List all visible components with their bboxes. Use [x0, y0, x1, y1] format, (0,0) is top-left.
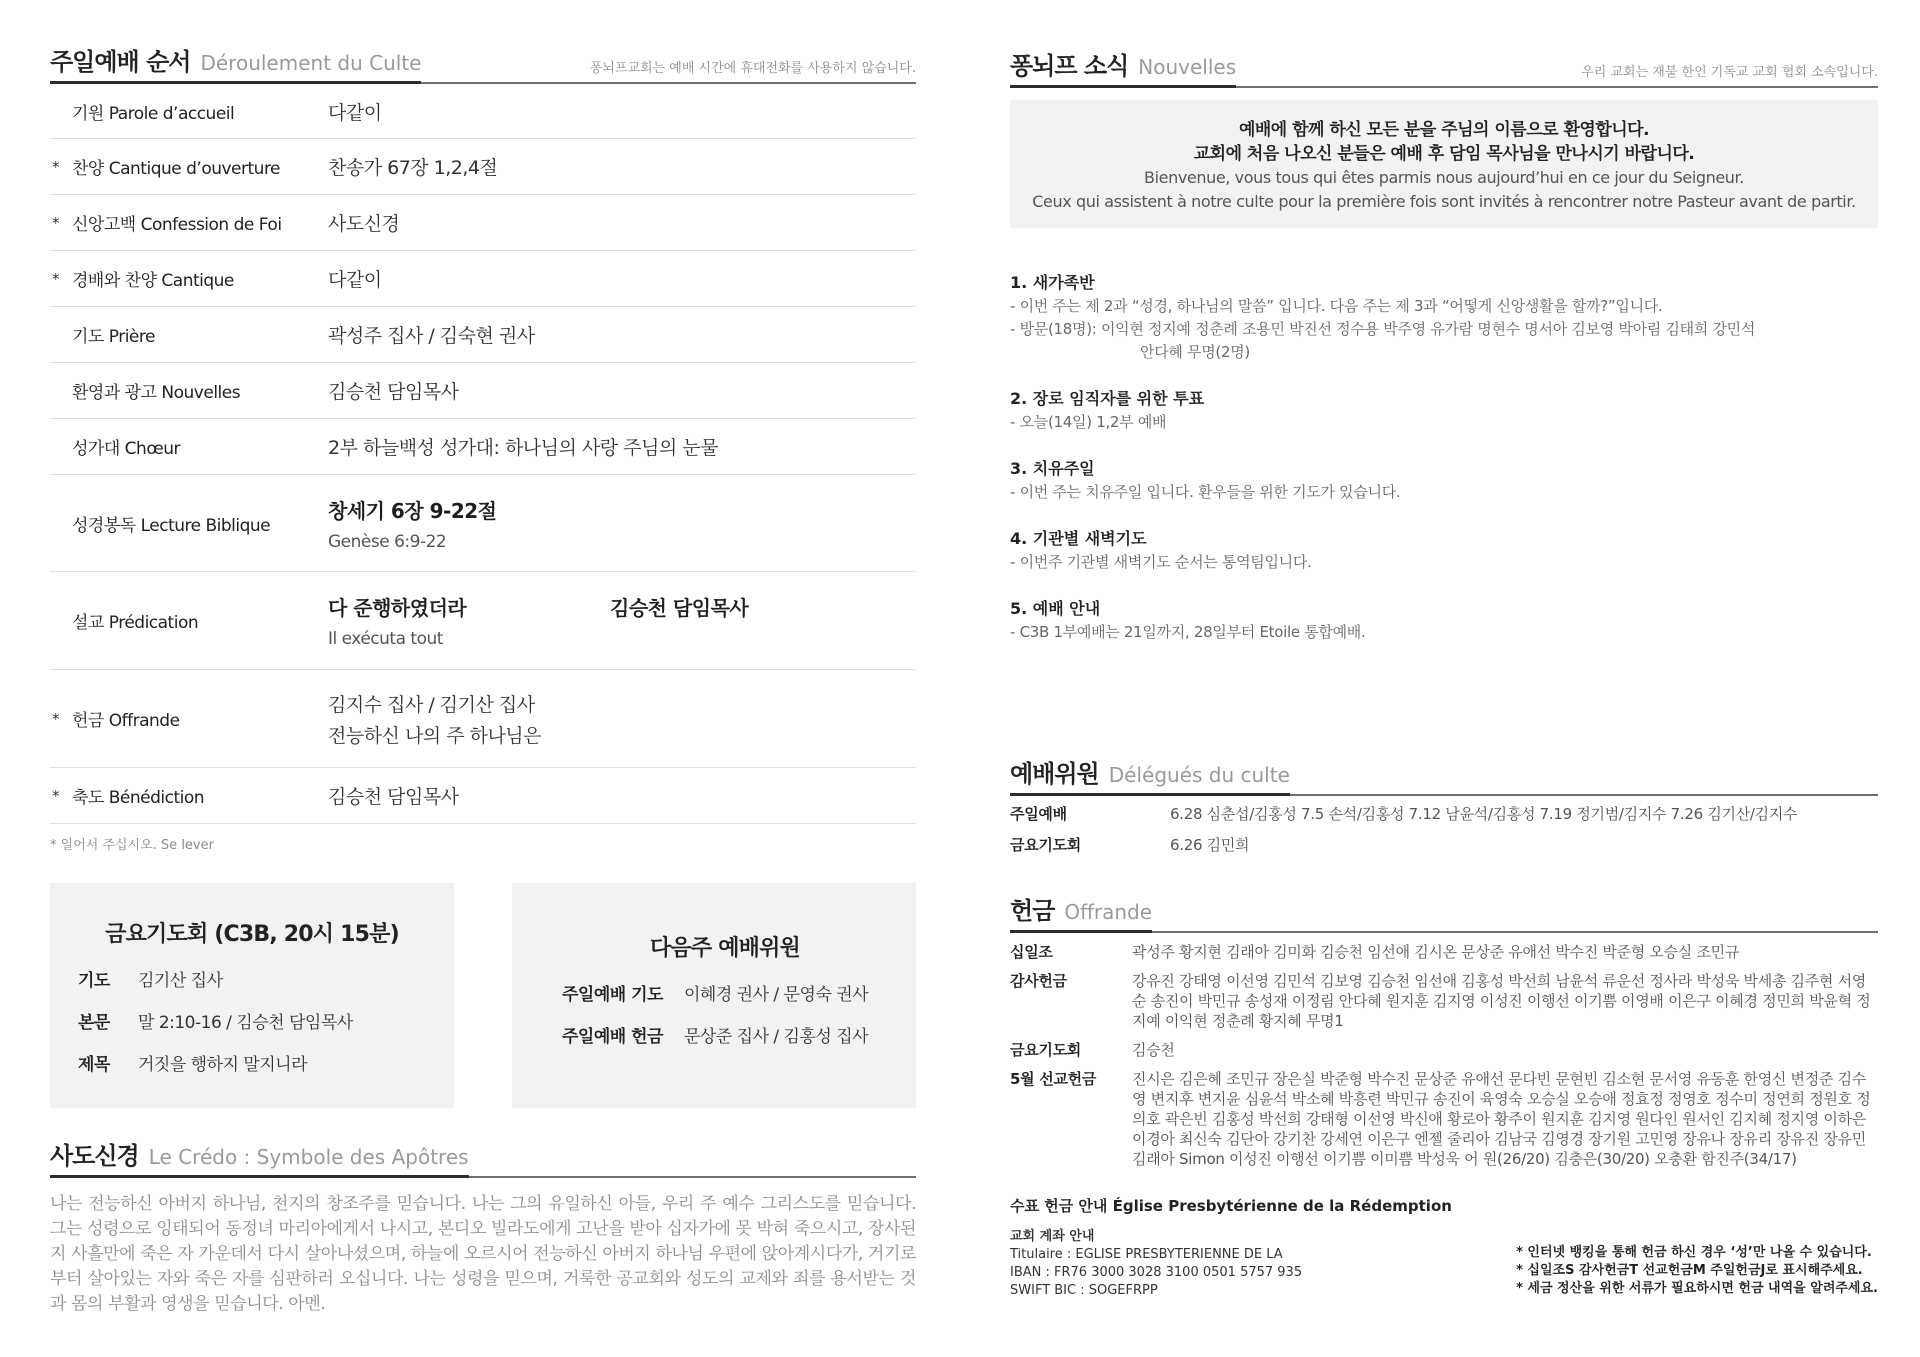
news-item-line: - 이번 주는 치유주일 입니다. 환우들을 위한 기도가 있습니다. [1010, 483, 1401, 501]
row-value: 진시은 김은혜 조민규 장은실 박준형 박수진 문상준 유애선 문다빈 문현빈 김소현 문서영 유동훈 한영신 변정준 김수영 변지후 변지윤 심윤석 박소혜 박흥련 박민규 송진이 육영숙 오승실 오승애 정효정 정영호 정수미 정연희 정원호 정의호 곽은빈 김홍성 박선희 강태형 이선영 박신애 황로아 황주이 원지훈 김지영 원다인 원서인 김지혜 정지영 이하은 이경아 최신숙 김단아 강기찬 강세연 이은구 엔젤 줄리아 김남국 김영경 장기원 고민영 장유나 장유리 장유진 장유민 김래아 Simon 이성진 이행선 이기쁨 이미쁨 박성욱 어 원(26/20) 김충은(30/20) 오충환 함진주(34/17) [1132, 1070, 1871, 1168]
order-value: 김승천 담임목사 [328, 381, 459, 403]
welcome-fr-line: Bienvenue, vous tous qui êtes parmis nous aujourd’hui en ce jour du Seigneur. [1144, 168, 1744, 187]
worship-order-list [50, 84, 916, 824]
bank-iban: IBAN : FR76 3000 3028 3100 0501 5757 935 [1010, 1265, 1303, 1280]
news-item-line: 안다혜 무명(2명) [1140, 343, 1250, 361]
bank-head: 교회 계좌 안내 [1010, 1229, 1095, 1244]
row-value: 거짓을 행하지 말지니라 [138, 1055, 308, 1075]
delegates-title-ko: 예배위원 [1010, 760, 1099, 788]
news-title-fr: Nouvelles [1138, 55, 1237, 79]
friday-row [78, 1008, 426, 1033]
news-item [1010, 526, 1878, 574]
row-value: 6.26 김민희 [1170, 836, 1250, 854]
news-item-title: 1. 새가족반 [1010, 273, 1095, 292]
friday-row [78, 1050, 426, 1075]
row-key: 금요기도회 [1010, 1041, 1081, 1059]
news-item [1010, 270, 1878, 364]
bank-holder: Titulaire : EGLISE PRESBYTERIENNE DE LA [1010, 1247, 1283, 1262]
worship-title-ko: 주일예배 순서 [50, 48, 191, 76]
order-row [50, 307, 916, 363]
order-label: 경배와 찬양 Cantique [72, 271, 234, 291]
next-row [562, 1022, 888, 1047]
bank-body [1010, 1228, 1878, 1300]
order-value [328, 592, 916, 649]
order-value: 김승천 담임목사 [328, 786, 459, 808]
offering-row [1010, 1069, 1878, 1169]
news-item-line: - C3B 1부예배는 21일까지, 28일부터 Etoile 통합예배. [1010, 623, 1366, 641]
row-key: 주일예배 [1010, 805, 1067, 823]
row-value: 곽성주 황지현 김래아 김미화 김승천 임선애 김시온 문상준 유애선 박수진 박준형 오승실 조민규 [1132, 943, 1740, 961]
delegates-title-fr: Délégués du culte [1108, 763, 1290, 787]
bank-note: * 인터넷 뱅킹을 통해 헌금 하신 경우 ‘성’만 나올 수 있습니다. [1516, 1245, 1872, 1260]
row-key: 5월 선교헌금 [1010, 1070, 1097, 1088]
news-item [1010, 386, 1878, 434]
offering-title-fr: Offrande [1064, 900, 1153, 924]
credo-text: 나는 전능하신 아버지 하나님, 천지의 창조주를 믿습니다. 나는 그의 유일하신 아들, 우리 주 예수 그리스도를 믿습니다. 그는 성령으로 잉태되어 동정녀 마리아에게서 나시고, 본디오 빌라도에게 고난을 받아 십자가에 못 박혀 죽으시고, 장사된 지 사흘만에 죽은 자 가운데서 다시 살아나셨으며, 하늘에 오르시어 전능하신 아버지 하나님 우편에 앉아계시다가, 거기로부터 살아있는 자와 죽은 자를 심판하러 오십니다. 나는 성령을 믿으며, 거룩한 공교회와 성도의 교제와 죄를 용서받는 것과 몸의 부활과 영생을 믿습니다. 아멘. [50, 1194, 916, 1314]
welcome-ko-line: 예배에 함께 하신 모든 분을 주님의 이름으로 환영합니다. [1238, 120, 1650, 140]
order-label: 기도 Prière [72, 327, 155, 347]
stand-mark: * [52, 269, 60, 288]
row-value: 김기산 집사 [138, 971, 223, 991]
delegates-row [1010, 804, 1878, 824]
welcome-ko-line: 교회에 처음 나오신 분들은 예배 후 담임 목사님을 만나시기 바랍니다. [1193, 144, 1695, 164]
bank-title: 수표 헌금 안내 Église Presbytérienne de la Rédemption [1010, 1197, 1452, 1215]
offering-title [1010, 891, 1152, 933]
row-value: 문상준 집사 / 김홍성 집사 [684, 1027, 869, 1047]
order-row [50, 419, 916, 475]
order-value: 사도신경 [328, 213, 400, 235]
row-key: 주일예배 기도 [562, 985, 663, 1005]
order-value: 찬송가 67장 1,2,4절 [328, 157, 498, 179]
row-key: 주일예배 헌금 [562, 1027, 663, 1047]
sermon-preacher: 김승천 담임목사 [610, 596, 749, 620]
order-value: 곽성주 집사 / 김숙현 권사 [328, 325, 535, 347]
credo-title-fr: Le Crédo : Symbole des Apôtres [148, 1145, 469, 1169]
news-item-title: 5. 예배 안내 [1010, 599, 1101, 618]
delegates-header [1010, 754, 1878, 796]
offering-people: 김지수 집사 / 김기산 집사 [328, 693, 535, 716]
next-week-box [512, 883, 916, 1108]
order-row-sermon [50, 572, 916, 670]
order-row-reading [50, 475, 916, 572]
order-row [50, 195, 916, 251]
offering-row [1010, 1040, 1878, 1060]
order-value [328, 495, 916, 552]
order-row [50, 251, 916, 307]
news-list [1010, 270, 1878, 644]
offering-table [1010, 942, 1878, 1169]
order-label: 기원 Parole d’accueil [72, 103, 235, 124]
credo-header [50, 1136, 916, 1178]
news-item-line: - 방문(18명): 이익현 정지예 정춘례 조용민 박진선 정수용 박주영 유가람 명현수 명서아 김보영 박아림 김태희 강민석 [1010, 320, 1756, 338]
news-title-ko: 퐁뇌프 소식 [1010, 52, 1129, 80]
order-value: 다같이 [328, 269, 382, 291]
order-label: 성경봉독 Lecture Biblique [72, 515, 271, 536]
order-label: 찬양 Cantique d’ouverture [72, 159, 281, 179]
credo-title-ko: 사도신경 [50, 1142, 139, 1170]
order-label: 환영과 광고 Nouvelles [72, 383, 241, 403]
sermon-title: 다 준행하였더라 [328, 596, 467, 620]
order-label: 축도 Bénédiction [72, 788, 205, 808]
sermon-title-fr: Il exécuta tout [328, 629, 443, 649]
order-row [50, 139, 916, 195]
row-key: 금요기도회 [1010, 836, 1081, 854]
order-row [50, 363, 916, 419]
next-row [562, 980, 888, 1005]
order-label: 설교 Prédication [72, 613, 199, 633]
offering-hymn: 전능하신 나의 주 하나님은 [328, 724, 542, 747]
welcome-fr-line: Ceux qui assistent à notre culte pour la première fois sont invités à rencontrer notre Pasteur avant de partir. [1032, 192, 1856, 211]
news-item-title: 4. 기관별 새벽기도 [1010, 529, 1147, 548]
row-key: 기도 [78, 971, 110, 991]
news-item [1010, 596, 1878, 644]
offering-title-ko: 헌금 [1010, 897, 1055, 925]
offering-row [1010, 942, 1878, 962]
news-item [1010, 456, 1878, 504]
friday-prayer-title: 금요기도회 (C3B, 20시 15분) [105, 922, 399, 947]
stand-footnote: * 일어서 주십시오. Se lever [50, 838, 214, 853]
order-row [50, 84, 916, 139]
worship-title-fr: Déroulement du Culte [200, 51, 422, 75]
news-item-title: 2. 장로 임직자를 위한 투표 [1010, 389, 1205, 408]
phone-notice: 퐁뇌프교회는 예배 시간에 휴대전화를 사용하지 않습니다. [589, 61, 916, 76]
news-item-line: - 이번주 기관별 새벽기도 순서는 통역팀입니다. [1010, 553, 1312, 571]
row-key: 십일조 [1010, 943, 1053, 961]
stand-mark: * [52, 786, 60, 805]
friday-prayer-box [50, 883, 454, 1108]
row-value: 말 2:10-16 / 김승천 담임목사 [138, 1013, 353, 1033]
sermon-line [328, 592, 916, 621]
info-boxes [50, 883, 916, 1108]
news-item-line: - 오늘(14일) 1,2부 예배 [1010, 413, 1167, 431]
next-week-title: 다음주 예배위원 [649, 936, 801, 961]
delegates-row [1010, 835, 1878, 855]
reading-passage: 창세기 6장 9-22절 [328, 498, 497, 523]
reading-passage-fr: Genèse 6:9-22 [328, 531, 447, 552]
news-item-line: - 이번 주는 제 2과 “성경, 하나님의 말씀” 입니다. 다음 주는 제 3과 “어떻게 신앙생활을 할까?”입니다. [1010, 297, 1663, 315]
order-row-benediction [50, 768, 916, 824]
order-label: 성가대 Chœur [72, 439, 180, 459]
bank-swift: SWIFT BIC : SOGEFRPP [1010, 1283, 1158, 1298]
row-value: 이혜경 권사 / 문영숙 권사 [684, 985, 869, 1005]
offering-header [1010, 891, 1878, 933]
row-key: 본문 [78, 1013, 110, 1033]
left-panel [50, 0, 916, 1317]
order-row-offering [50, 670, 916, 768]
news-title [1010, 46, 1236, 88]
worship-order-header [50, 42, 916, 84]
stand-mark: * [52, 213, 60, 232]
order-label: 헌금 Offrande [72, 711, 180, 731]
news-item-title: 3. 치유주일 [1010, 459, 1095, 478]
bank-account [1010, 1228, 1302, 1300]
row-value: 강유진 강태영 이선영 김민석 김보영 김승천 임선애 김홍성 박선희 남윤석 류운선 정사라 박성욱 박세총 김주현 서영순 송진이 박민규 송성재 이정림 안다혜 원지훈 김지영 이성진 이행선 이기쁨 이영배 이은구 이혜경 정민희 박윤혁 정지예 이익현 정춘례 황지혜 무명1 [1132, 972, 1871, 1030]
offering-row [1010, 971, 1878, 1031]
right-panel [1010, 0, 1878, 1300]
welcome-box [1010, 100, 1878, 228]
row-value: 6.28 심춘섭/김홍성 7.5 손석/김홍성 7.12 남윤석/김홍성 7.19 정기범/김지수 7.26 김기산/김지수 [1170, 805, 1798, 823]
bank-note: * 십일조S 감사헌금T 선교헌금M 주일헌금J로 표시해주세요. [1516, 1263, 1863, 1278]
delegates-table [1010, 804, 1878, 855]
order-value: 다같이 [328, 101, 382, 124]
worship-order-title [50, 42, 421, 84]
association-note: 우리 교회는 재불 한인 기독교 교회 협회 소속입니다. [1581, 65, 1878, 80]
row-key: 제목 [78, 1055, 110, 1075]
friday-row [78, 966, 426, 991]
order-label: 신앙고백 Confession de Foi [72, 215, 282, 235]
order-value [328, 690, 916, 748]
order-value: 2부 하늘백성 성가대: 하나님의 사랑 주님의 눈물 [328, 437, 718, 459]
delegates-title [1010, 754, 1290, 796]
row-key: 감사헌금 [1010, 972, 1067, 990]
stand-mark: * [52, 709, 60, 728]
bank-info [1010, 1195, 1878, 1300]
bank-note: * 세금 정산을 위한 서류가 필요하시면 헌금 내역을 알려주세요. [1516, 1281, 1878, 1296]
stand-mark: * [52, 157, 60, 176]
news-header [1010, 46, 1878, 88]
credo-title [50, 1136, 469, 1178]
bank-notes [1516, 1228, 1878, 1300]
row-value: 김승천 [1132, 1041, 1175, 1059]
